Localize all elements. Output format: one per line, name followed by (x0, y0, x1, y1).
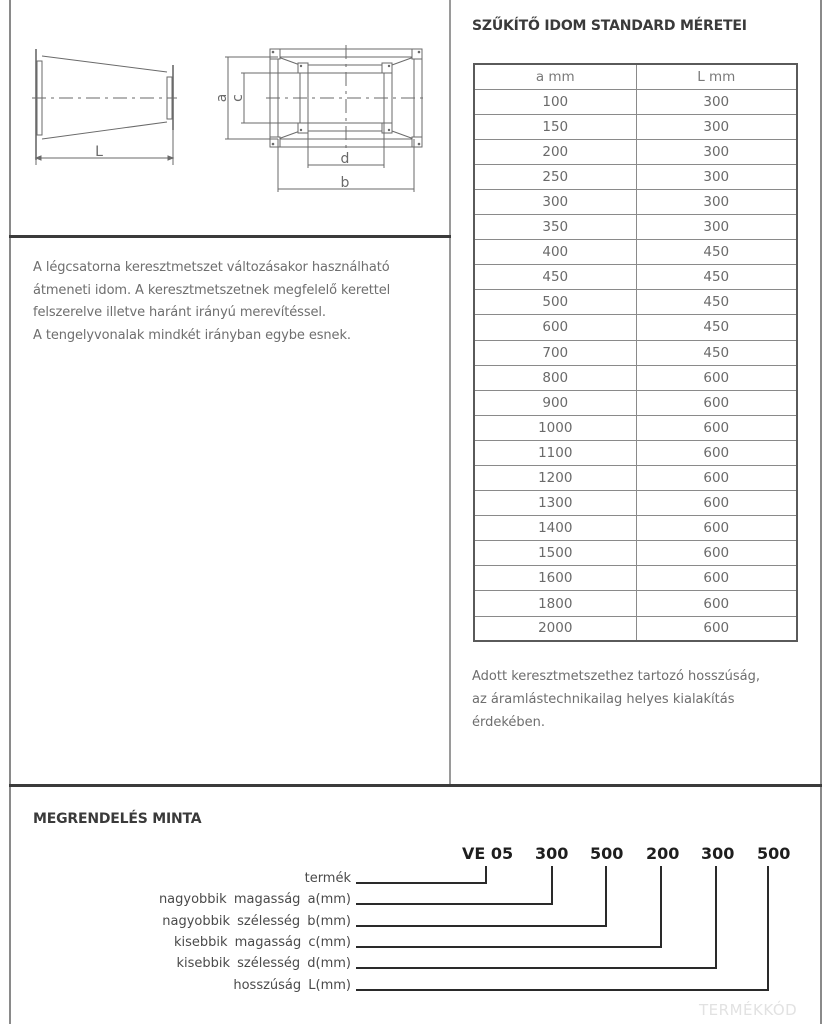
code-a: 300 (535, 844, 569, 863)
cell-L: 450 (636, 265, 797, 290)
table-row (474, 365, 797, 390)
dim-label-c: c (230, 94, 246, 102)
description-line: A tengelyvonalak mindkét irányban egybe esnek. (33, 327, 351, 343)
dim-label-b: b (340, 175, 350, 191)
cell-L: 450 (636, 315, 797, 340)
table-row (474, 164, 797, 189)
cell-L: 450 (636, 290, 797, 315)
cell-L: 600 (636, 491, 797, 516)
vertical-divider (449, 0, 451, 785)
cell-a: 300 (474, 189, 636, 214)
cell-a: 500 (474, 290, 636, 315)
standard-sizes-table (473, 63, 798, 642)
code-product: VE 05 (462, 844, 514, 863)
table-row (474, 240, 797, 265)
technical-drawing (20, 30, 440, 210)
dim-label-d: d (340, 151, 350, 167)
cell-L: 600 (636, 541, 797, 566)
cell-a: 700 (474, 340, 636, 365)
table-row (474, 516, 797, 541)
dim-label-L: L (95, 144, 103, 160)
label-smaller-width: kisebbik szélesség d(mm) (176, 956, 351, 971)
side-view-drawing (32, 49, 177, 165)
code-c: 200 (646, 844, 680, 863)
cell-a: 1600 (474, 566, 636, 591)
table-row (474, 340, 797, 365)
cell-a: 600 (474, 315, 636, 340)
cell-L: 600 (636, 616, 797, 641)
note-line: az áramlástechnikailag helyes kialakítás (472, 692, 735, 707)
label-larger-width: nagyobbik szélesség b(mm) (162, 914, 351, 929)
table-row (474, 315, 797, 340)
table-row (474, 591, 797, 616)
label-smaller-height: kisebbik magasság c(mm) (173, 935, 351, 950)
cell-a: 450 (474, 265, 636, 290)
table-row (474, 265, 797, 290)
table-row (474, 466, 797, 491)
cell-a: 1000 (474, 415, 636, 440)
cell-L: 300 (636, 215, 797, 240)
cell-a: 900 (474, 390, 636, 415)
table-row (474, 189, 797, 214)
cell-a: 1200 (474, 466, 636, 491)
table-row (474, 415, 797, 440)
table-row (474, 541, 797, 566)
cell-L: 600 (636, 516, 797, 541)
cell-a: 1300 (474, 491, 636, 516)
table-row (474, 89, 797, 114)
cell-L: 450 (636, 340, 797, 365)
product-description (33, 257, 443, 347)
table-row (474, 114, 797, 139)
cell-a: 200 (474, 139, 636, 164)
label-product: termék (304, 871, 351, 886)
cell-L: 600 (636, 466, 797, 491)
cell-a: 2000 (474, 616, 636, 641)
cell-L: 600 (636, 390, 797, 415)
table-note (472, 665, 802, 734)
note-line: Adott keresztmetszethez tartozó hosszúság, (472, 669, 760, 684)
cell-a: 1500 (474, 541, 636, 566)
cell-L: 600 (636, 415, 797, 440)
label-length: hosszúság L(mm) (233, 978, 351, 993)
standard-sizes-title: SZŰKÍTŐ IDOM STANDARD MÉRETEI (472, 18, 747, 34)
table-row (474, 290, 797, 315)
horizontal-divider-bottom (9, 784, 822, 787)
code-L: 500 (757, 844, 791, 863)
cell-a: 400 (474, 240, 636, 265)
note-line: érdekében. (472, 715, 546, 730)
table-row (474, 215, 797, 240)
cell-a: 800 (474, 365, 636, 390)
label-larger-height: nagyobbik magasság a(mm) (158, 892, 351, 907)
cell-a: 1800 (474, 591, 636, 616)
cell-a: 150 (474, 114, 636, 139)
description-line: A légcsatorna keresztmetszet változásakor használható (33, 260, 390, 275)
cell-L: 300 (636, 114, 797, 139)
horizontal-divider-left (9, 235, 451, 238)
cell-L: 600 (636, 591, 797, 616)
cell-L: 300 (636, 164, 797, 189)
table-row (474, 390, 797, 415)
cell-L: 600 (636, 440, 797, 465)
cell-L: 300 (636, 189, 797, 214)
table-row (474, 440, 797, 465)
dim-label-a: a (214, 93, 230, 103)
column-header-L: L mm (636, 64, 797, 89)
cell-L: 300 (636, 139, 797, 164)
code-d: 300 (701, 844, 735, 863)
cell-a: 1100 (474, 440, 636, 465)
table-row (474, 616, 797, 641)
description-line: felszerelve illetve haránt irányú merevítéssel. (33, 305, 326, 320)
cell-a: 250 (474, 164, 636, 189)
product-code-watermark: TERMÉKKÓD (699, 1001, 798, 1019)
description-line: átmeneti idom. A keresztmetszetnek megfelelő kerettel (33, 282, 391, 298)
cell-a: 1400 (474, 516, 636, 541)
cell-L: 600 (636, 566, 797, 591)
front-view-drawing (225, 45, 426, 192)
code-b: 500 (590, 844, 624, 863)
cell-L: 600 (636, 365, 797, 390)
order-sample-title: MEGRENDELÉS MINTA (33, 811, 202, 827)
cell-L: 300 (636, 89, 797, 114)
cell-a: 100 (474, 89, 636, 114)
cell-L: 450 (636, 240, 797, 265)
column-header-a: a mm (474, 64, 636, 89)
table-row (474, 491, 797, 516)
table-header-row (474, 64, 797, 89)
table-row (474, 566, 797, 591)
table-row (474, 139, 797, 164)
cell-a: 350 (474, 215, 636, 240)
